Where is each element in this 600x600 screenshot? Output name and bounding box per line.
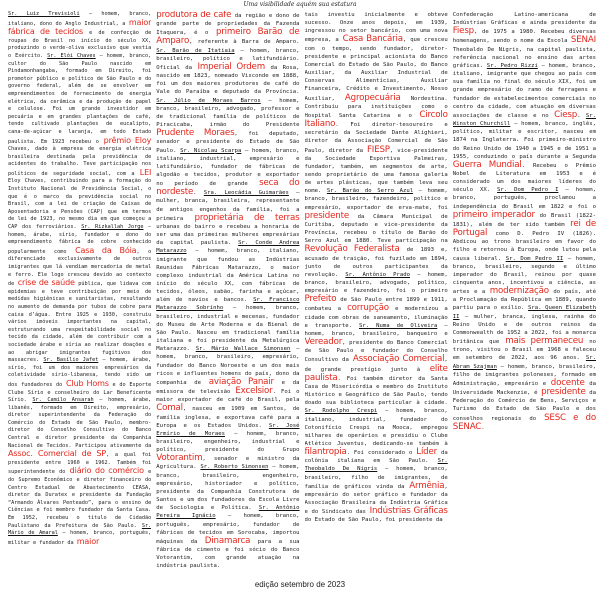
highlight-term: primeiro imperador <box>452 209 535 220</box>
text-run: , de grande prestígio junto à <box>304 357 448 373</box>
person-name: Sr. Basílio Jafet <box>43 357 99 364</box>
text-run: da Câmara Municipal de Curitiba, deputado e vice-presidente da Província, recebeu o título de Barão do Serro Azul em 1880. Teve participação na <box>304 213 448 245</box>
text-run: . Foi considerado o <box>346 450 417 457</box>
highlight-term: elite paulista <box>304 363 448 383</box>
text-run: – homem, branco, português, proclamou a independência do Brasil em 1822 e foi o <box>452 187 596 210</box>
text-run: – homem, branco, italiano, imigrante que fundou as Indústrias Reunidas Fábricas Matarazzo, o maior complexo industrial da América Latina no início do século XX, com fábricas de tecidos, óleos, sabão, farinha e açúcar, além de navios e bancos. <box>156 248 300 304</box>
text-run: Eloy Chaves, contribuindo para a formação do Instituto Nacional de Previdência Social, o que é o marco da previdência social no Brasil, com a lei de criação de Caixas de Aposentadoria e Pensões (CAP) que em termos de lei de 1923, no mesmo dia em que começou a CAP dos ferroviários. <box>8 178 152 231</box>
text-run: – homem, branco, português, empresário, fundador de fábricas de tecidos em Sorocaba, importou máquinas da <box>156 513 300 545</box>
person-name: Sr. Camilo Ansarah <box>32 397 94 404</box>
highlight-term: SESC e do SENAC <box>452 412 596 432</box>
highlight-term: proprietária de terras <box>194 212 300 223</box>
highlight-term: Guerra Mundial <box>452 159 522 170</box>
text-run: . <box>481 424 485 431</box>
highlight-term: primeiro Barão de Amparo <box>156 27 300 47</box>
text-run: do Estado de São Paulo, foi presidente da <box>304 517 443 524</box>
person-name: Sr. Antônio Pereira Ignácio <box>156 505 300 520</box>
person-name: Sr. José Ermírio de Moraes <box>156 422 300 437</box>
highlight-term: Prefeito <box>304 294 337 305</box>
person-name: Sr. Luiz Trevisioli <box>8 11 80 17</box>
text-run: – homem, branco, brasileiro, empresário, fundador do Banco Noroeste e um dos mais ricos e influentes homens do país, dono da companhia de <box>156 346 300 386</box>
text-run: , empresário do setor gráfico e fundador da Associação Brasileira da Indústria Gráfica e do Sindicato das <box>304 483 448 516</box>
highlight-term: Agropecuária <box>344 92 401 103</box>
highlight-term: diário do comércio <box>69 466 144 476</box>
text-run: – homem, branco, italiano, imigrante que chegou ao país com sua família no final do século XIX, foi um grande empresário do ramo de ferragens e fundador de estabelecimentos comerciais no centro da cidade, com atuação em diversas associações de classe e no <box>452 62 596 119</box>
highlight-term: Associação Comercial <box>352 354 445 365</box>
person-name: Sr. Winston Churchill <box>452 112 596 128</box>
text-run: da colônia italiana em São Paulo. <box>304 450 448 465</box>
person-name: Sr. Nicolau Scarpa <box>180 147 242 154</box>
text-run: como D. Pedro IV (1826). Abdicou ao trono brasileiro em favor do filho e retornou à Europa, onde lutou pela causa liberal. <box>452 231 596 262</box>
text-run: e da emissora de televisão <box>156 379 300 396</box>
highlight-term: Excelsior <box>235 386 273 397</box>
text-run: do país, até a Proclamação da República em 1889, quando partiu para o exílio. <box>452 289 596 312</box>
highlight-term: Ciesp <box>554 109 578 120</box>
text-run: – homem, branco, brasileiro, engenheiro, industrial e político, presidente do Grupo <box>156 430 300 454</box>
highlight-term: filantropia <box>304 447 347 458</box>
highlight-term: crise de saúde <box>17 278 75 288</box>
highlight-term: corrupção <box>347 303 389 314</box>
person-name: Sr. Roberto Simonsen <box>200 464 269 471</box>
highlight-term: Vereador <box>304 337 343 348</box>
person-name: Sr. Rizkallah Jorge <box>81 224 144 231</box>
text-run: – homem, árabe, sírio, foi um dos maiores empresários da coletividade sírio-libanesa, tendo sido um dos fundadores do <box>8 357 152 388</box>
highlight-term: Casa da Bóia <box>75 245 137 255</box>
text-run: – homem, branco, italiano, industrial, fundador do Cotonifício Crespi na Mooca, empregou milhares de operários e presidiu o Clube Atlético Juventus, dedicando-se também à <box>304 408 448 447</box>
text-run: – homem, branco, inglês, político, militar e escritor, nasceu em 1874 na Inglaterra. Foi primeiro-ministro do Reino Unido de 1940 a 1945 e de 1951 a 1955, conduzindo o país durante a Segunda <box>452 121 596 160</box>
highlight-term: presidente <box>304 210 349 221</box>
highlight-term: Club Homs <box>66 378 109 388</box>
highlight-term: presidente <box>541 387 586 398</box>
person-name: Sr. Elói Chaves <box>47 52 96 59</box>
person-name: Sr. Francisco Matarazzo Sobrinho <box>156 297 300 312</box>
edition-footer: edição setembro de 2023 <box>254 580 346 589</box>
text-run: – mulher, branca, brasileira, representante de antigos engenhos da família, foi a primeira <box>156 190 300 222</box>
page-header-title: Uma visibilidade aquém sua estatura <box>243 1 357 8</box>
text-run: , vice-presidente da Sociedade Esportiva Palmeiras, fundador, também, em segmentos de arte, sendo proprietário de uma famosa galeria de artes plásticas, que também leva seu nome. <box>304 147 448 195</box>
highlight-term: Imperial Ordem <box>197 61 265 72</box>
highlight-term: modernização <box>489 286 549 297</box>
text-run: da Federação do Comércio de Bens, Serviços e Turismo do Estado de São Paulo e dos conselhos regionais do <box>452 390 596 422</box>
person-name: Sr. Abram Szajman <box>452 355 596 370</box>
text-run: – mulher, branca, inglesa, rainha do Reino Unido e de outros reinos da Commonwealth de 1952 a 2022, foi a monarca britânica que <box>452 313 596 346</box>
text-column-2 <box>156 11 299 577</box>
text-run: – homem, branco, italiano, dono do Anglo Industrial, a <box>8 11 152 27</box>
text-run: , a qual foi presidente entre 1960 e 1962. Também foi superintendente do <box>8 452 152 476</box>
person-name: Sr. Theobaldo De Nigris <box>304 458 448 473</box>
text-run: da Rosa, nascido em 1823, nomeado Visconde em 1888, foi um dos maiores produtores de café do Vale do Paraíba e deputado da Província. <box>156 64 300 96</box>
text-run: , senador e ministro da Agricultura. <box>156 456 300 471</box>
text-run: no trono, visitou o Brasil em 1968 e faleceu em setembro de 2022, aos 96 anos. <box>452 339 596 362</box>
text-run: – homem, árabe, sírio, fundador e dono do empreendimento fábrica de cobre conhecido popularmente como <box>8 224 152 255</box>
highlight-term: Líder <box>416 447 438 458</box>
text-run: , foi deputado, senador e presidente do Estado de São Paulo. <box>156 131 300 154</box>
person-name: Sra. Leocádia Guimarães <box>203 190 289 197</box>
text-run: Confederação Latino-americana de Indústrias Gráficas e ainda presidente da <box>452 12 596 27</box>
person-name: Sr. Mário Wallace Simonsen <box>195 346 291 353</box>
text-run: e do Supremo Econômico e diretor financeiro do Centro Estadual de Abastecimento CEASA, diretor da Duratex e presidente da Fundação “Armando Álvares Penteado”, para o ensino de Ciências e foi membro fundador da Santa Casa. Em 1952, recebeu o título de Cidadão Paulistano da Prefeitura de São Paulo. <box>8 469 152 529</box>
text-run: – homem, branco, brasileiro, filho de imigrantes, de família de gráficos vinda da <box>304 466 448 490</box>
text-column-1 <box>8 11 151 577</box>
text-run: urbanas do bairro e recebeu a honraria de ser uma das primeiras mulheres empresárias da capital paulista. <box>156 223 300 247</box>
text-run: Chaves, dado à empresa de energia elétrica brasileira destinada pela previdência de acidentes do trabalho. Teve participação nos políticos de seguridade social, com a <box>8 146 152 177</box>
text-run: . Foi o maior exportador de café do Brasil, pela <box>156 389 300 404</box>
person-name: Sra. Queen Elizabeth II <box>452 305 596 320</box>
text-run: e modernizou a cidade com obras de saneamento, iluminação e transporte. <box>304 306 448 329</box>
text-run: – homem, árabe, libanês, formado em Direito, empresário, diretor superintendente da Federação do Comércio do Estado de São Paulo, membro-diretor do Conselho Consultivo do Banco Central e diretor presidente da Companhia Nacional de Tecidos. Participou ativamente da <box>8 397 152 449</box>
text-run: e de confecção de roupas do Brasil no início do século XX, produzindo o verde-oliva exclusivo que vestia o Exército. <box>8 30 152 59</box>
person-name: Sr. Barão de Itatiaia <box>156 47 235 54</box>
text-run: , referente à Barra de Amparo. <box>189 39 300 46</box>
text-run: , nasceu em 1909 em Santos, de família inglesa, e exportava café para a Europa e os Estados Unidos. <box>156 406 300 429</box>
highlight-term: Votorantim <box>156 453 203 464</box>
text-run: . <box>193 190 204 197</box>
text-run: . Recebeu o Prêmio Nobel de Literatura em 1953 e é considerado um dos maiores líderes do século XX. <box>452 162 596 194</box>
highlight-term: prêmio Eloy <box>103 135 152 145</box>
highlight-term: Prudente Moraes <box>156 128 235 139</box>
text-run: para a sua fábrica de cimento e foi sócio do Banco Votorantim, com grande atuação na indústria paulista. <box>156 538 300 570</box>
text-run: do Brasil (1822-1831), além de ter sido também <box>452 212 596 228</box>
text-run: – homem, branco, brasileiro, político e latifundiário. Oficial da <box>156 47 300 71</box>
highlight-term: FIESP <box>366 144 390 155</box>
text-run: – homem, branco, cultor do São Paulo nascido em Pindamonhangaba, formado em Direito, foi promotor público e político de São Paulo e do governo federal, além de se envolver em empreendimentos de fornecimento de energia elétrica, da cerâmica e da produção de papel e celulose. Foi um grande investidor em pecuária e em grandes plantações de café, tendo cultivado plantações de eucalipto, cana-de-açúcar e laranja, em todo Estado paulista. Em 1923 recebeu o <box>8 52 152 145</box>
text-run: pública, que lidava com epidemias e teve contribuição por meio de medidas higiênicas e sanitaristas, resultando no aumento de demanda por tubos de cobre para caixa d’água. Entre 1925 e 1930, construiu vários imóveis importantes na capital, estruturando uma respeitabilidade social no tecido da cidade, além de contribuir com a sociedade árabe e síria ao realizar doações e ao abrigar imigrantes fugitivos dos massacres. <box>8 281 152 364</box>
text-run: , o diferenciado exclusivamente de outros imigrantes que lá vendiam mercadoria de metal e ferro. Ele logo cresceu devido ao contexto de <box>8 248 152 288</box>
text-run: Theobaldo De Nigris, na capital paulista, referência nacional no ensino das artes gráficas. <box>452 46 596 69</box>
text-run: da região e dono de grande parte de propriedades da Fazenda Itaquera, é o <box>156 13 300 37</box>
highlight-term: maior fábrica de tecidos <box>8 17 152 37</box>
highlight-term: produtora de café <box>156 11 232 20</box>
text-run: . <box>577 112 586 119</box>
text-run: . Foi diretor-tesoureiro e secretário da Sociedade Dante Alighieri, diretor da Associação Comercial de São Paulo, diretor da <box>304 122 448 154</box>
text-run: Nordestina. Contribuiu para instituições como o Hospital Santa Catarina e o <box>304 95 448 119</box>
person-name: Sr. Mário de Amaral <box>8 522 152 537</box>
text-run: de São Paulo entre 1899 e 1911, combateu a <box>304 297 448 313</box>
person-name: Sr. Rodolpho Crespi <box>304 408 378 415</box>
highlight-term: Armênia <box>409 480 445 491</box>
highlight-term: Casa Bancária <box>342 34 403 45</box>
highlight-term: aviação Panair <box>208 376 274 387</box>
text-run: , presidente do Banco Comercial de São Paulo e fundador do Conselho Consultivo da <box>304 340 448 364</box>
text-run: de 1893 e, acusado de traição, foi fuzilado em 1894, junto de outros participantes da revolução. <box>304 247 448 278</box>
highlight-term: SENAI <box>570 35 596 46</box>
text-run: – homem, branco, brasileiro, filho de imigrantes poloneses, formado em Administração, empresário e <box>452 363 596 387</box>
highlight-term: docente <box>550 377 585 388</box>
person-name: Sr. Dom Pedro II <box>505 255 564 262</box>
person-name: Sr. Júlio de Moraes Barros <box>156 97 261 104</box>
person-name: Sr. Conde Andrea Matarazzo <box>156 240 300 255</box>
text-run: – homem, branco, brasileiro, industrial e mecenas, fundador do Museu de Arte Moderna e da Bienal de São Paulo. Nasceu em tradicional família italiana e foi presidente da Metalúrgica Matarazzo. <box>156 305 300 353</box>
person-name: Sr. Dom Pedro I <box>497 187 559 194</box>
person-name: Sr. Numa de Oliveira <box>358 322 438 329</box>
text-run: – homem, branco, brasileiro, advogado, político, empresário e fazendeiro, foi o primeiro <box>304 271 448 295</box>
text-run: da Universidade Mackenzie, é <box>452 380 596 397</box>
text-columns <box>8 11 596 577</box>
highlight-term: Comal <box>156 403 183 414</box>
person-name: Sr. Antônio Prado <box>345 271 410 278</box>
highlight-term: Circolo Italiano <box>304 109 448 130</box>
highlight-term: LEI <box>139 167 152 177</box>
text-column-3 <box>305 11 448 577</box>
text-run: – homem, branco, brasileiro, banqueiro e <box>304 322 448 337</box>
highlight-term: maior <box>76 536 100 546</box>
text-run: , de 1975 a 1980. Recebeu diversas homenagens, sendo o nome da Escola <box>452 29 596 45</box>
highlight-term: rei de Portugal <box>452 218 596 239</box>
highlight-term: Indústrias Gráficas <box>369 506 448 517</box>
highlight-term: Assoc. Comercial de SP <box>8 449 106 459</box>
text-run: , que cresceu com o tempo, sendo fundador, diretor-presidente e principal acionista do Banco Comercial do Estado de São Paulo, do Banco Auxiliar, da Auxiliar Industrial de Conservas Alimentícias, Auxiliar Financeira, Crédito e Investimento, Nosso Auxiliar, <box>304 37 448 102</box>
text-run: e do Esporte Clube Sírio e conselheiro do Lar Beneficente Sírio. <box>8 381 152 404</box>
person-name: Sr. Barão do Serro Azul <box>326 188 414 195</box>
highlight-term: Dinamarca <box>204 535 251 546</box>
text-run: – homem, branco, brasileiro, fazendeiro, político e empresário, exportador de erva-mate, foi <box>304 188 448 211</box>
text-run: tais investiu inicialmente e obteve sucesso. Onze anos depois, em 1939, ingressou no setor bancário, com uma nova empresa, a <box>304 12 448 44</box>
text-run: . Foi também diretor da Santa Casa de Misericórdia e membro do Instituto Histórico e Geográfico de São Paulo, tendo doado sua biblioteca particular à cidade. <box>304 375 448 407</box>
highlight-term: seca do nordeste <box>156 178 300 198</box>
text-column-4 <box>453 11 596 577</box>
text-run: – homem, branco, brasileiro, engenheiro, empresário, historiador e político, presidente da Companhia Construtora de Santos e um dos fundadores da Escola Livre de Sociologia e Política. <box>156 464 300 512</box>
text-run: – homem, branco, brasileiro, advogado, professor e de tradicional família de políticos de Piracicaba, irmão do Presidente <box>156 97 300 129</box>
text-run: – homem, branco, brasileiro, segundo e último imperador do Brasil, reinou por quase cinquenta anos, incentivou a ciência, as artes e a <box>452 255 596 296</box>
text-run: – homem, branco, italiano, industrial, empresário e latifundiário, fundador de fábricas de algodão e tecidos, produtor e exportador no período de grande <box>156 147 300 188</box>
person-name: Sr. Pedro Rizzi <box>486 62 538 69</box>
highlight-term: Revolução Federalista <box>304 244 400 255</box>
highlight-term: Fiesp <box>452 26 475 37</box>
highlight-term: mais permaneceu <box>505 336 584 347</box>
text-run: – homem, branco, português, militar e fundador da <box>8 530 152 546</box>
